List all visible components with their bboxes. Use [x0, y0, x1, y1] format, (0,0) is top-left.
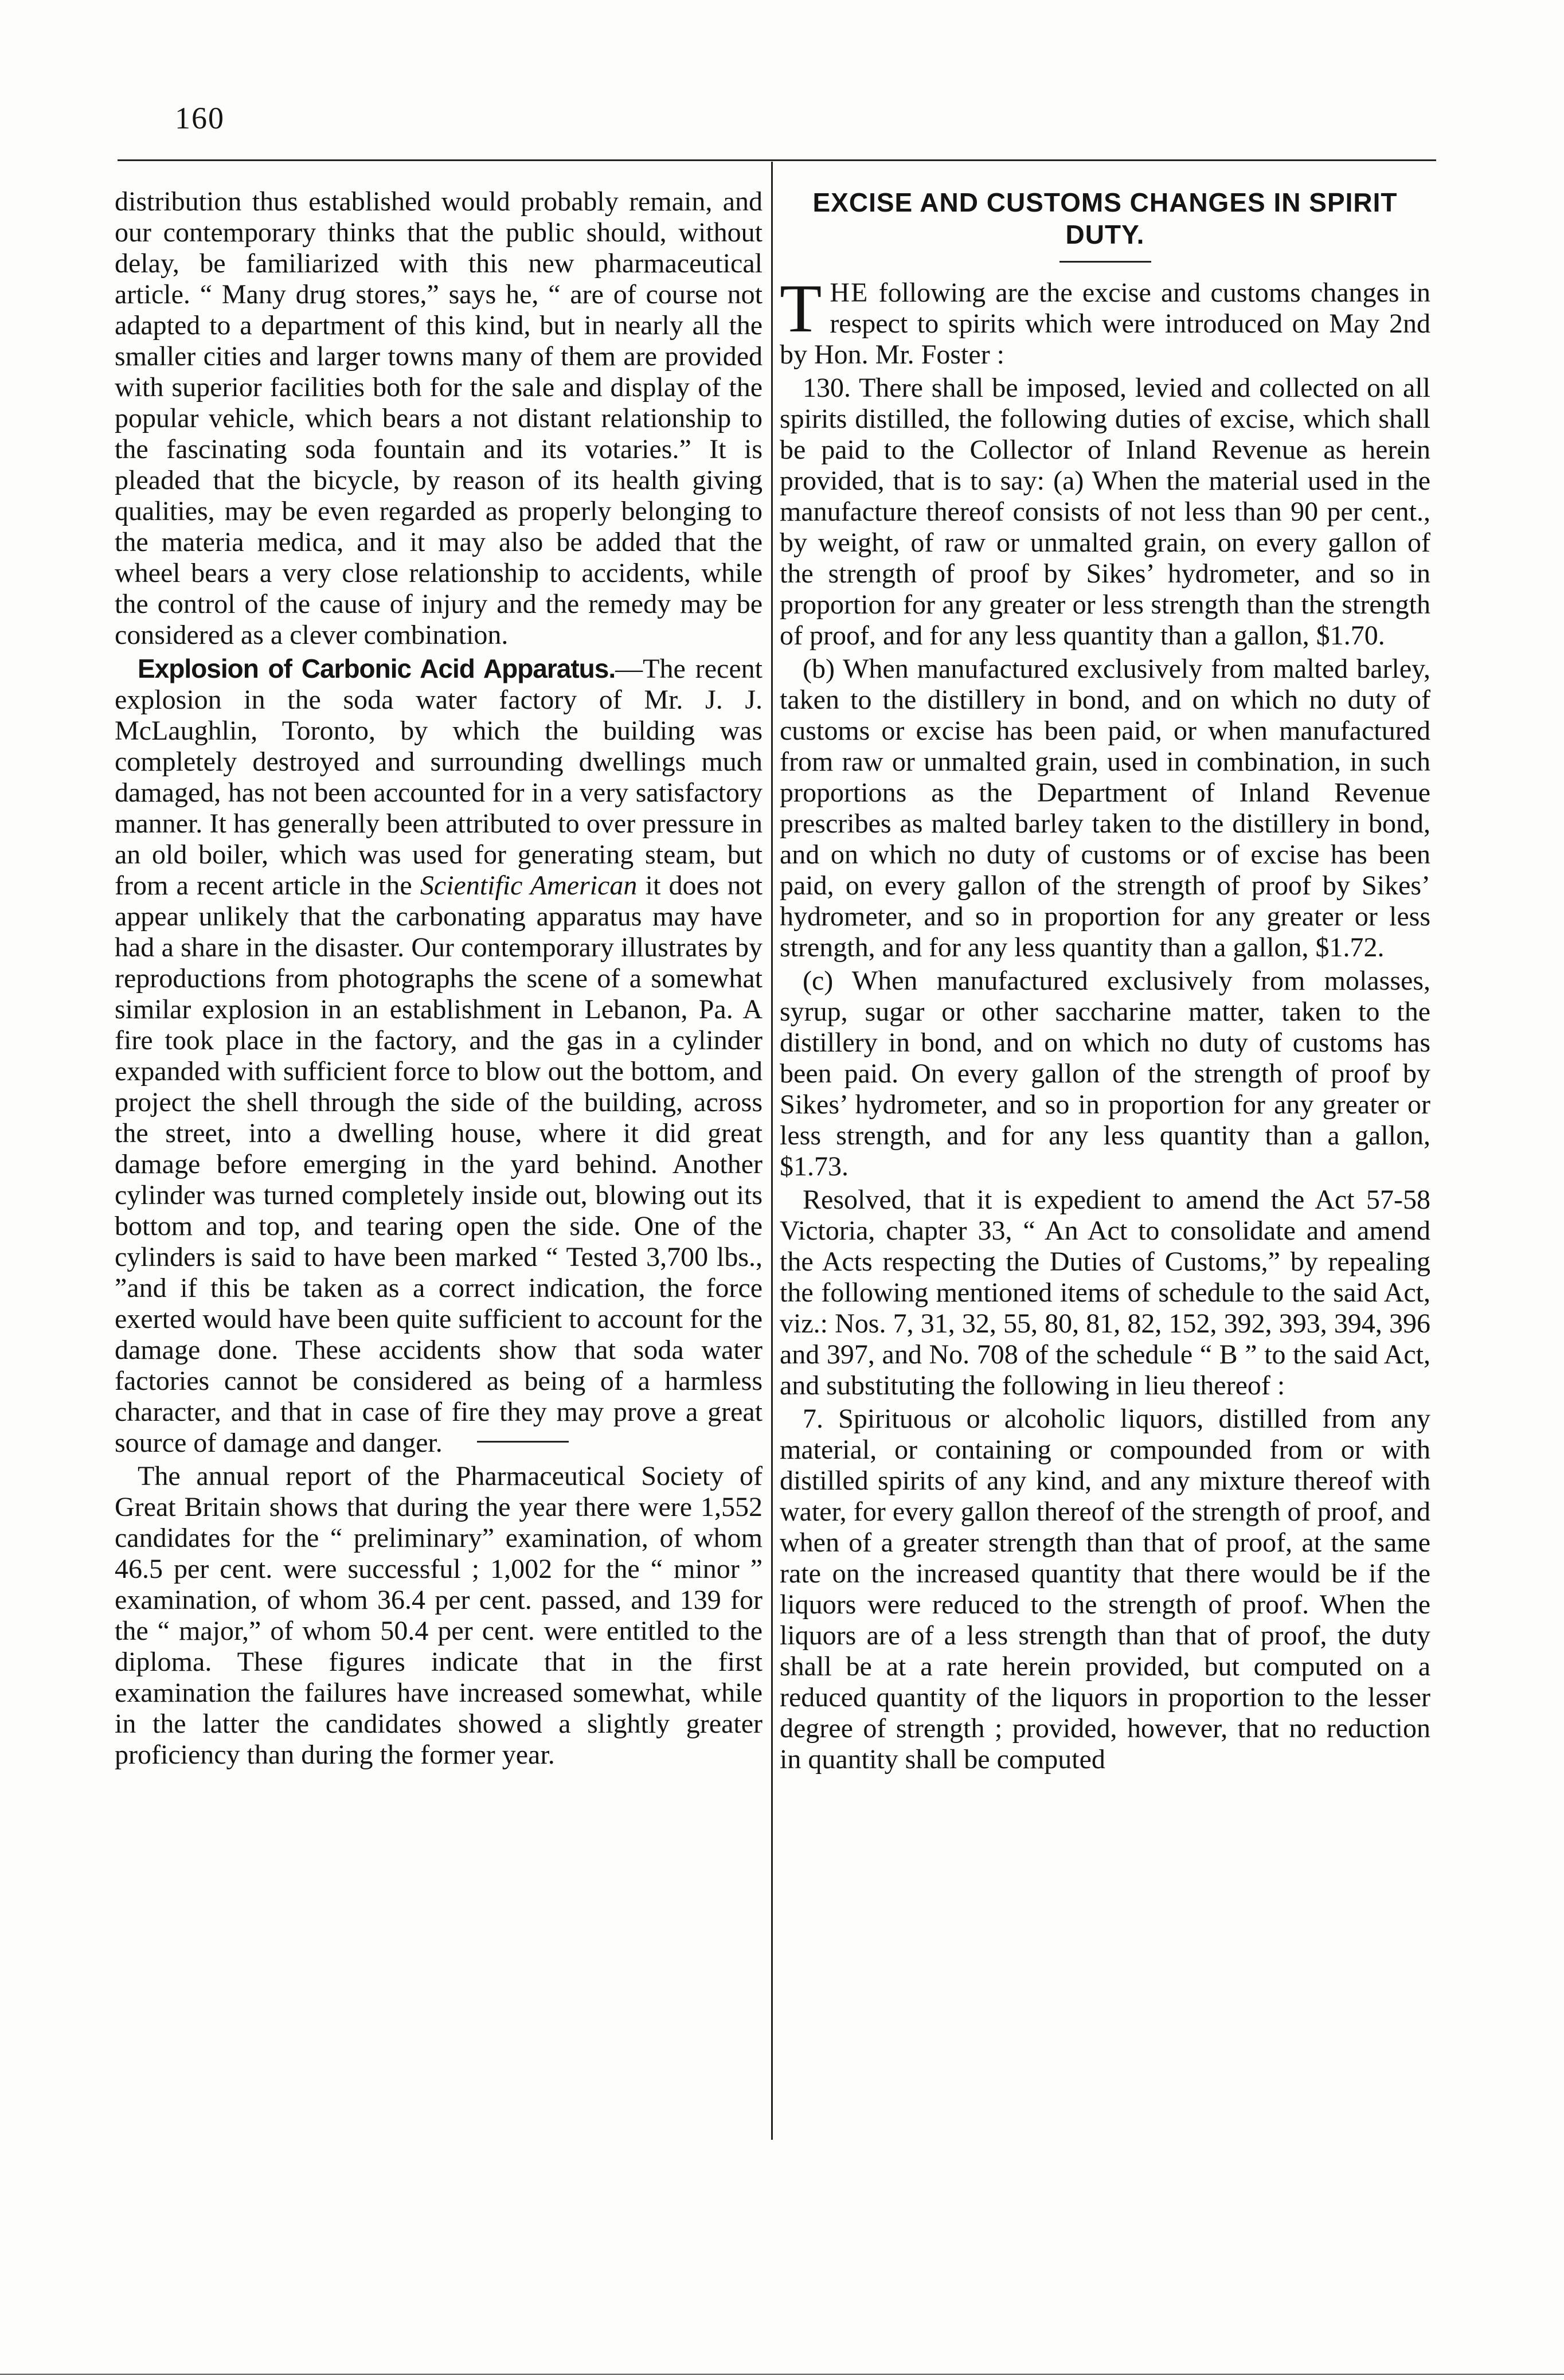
resolved-paragraph: Resolved, that it is expedient to amend the Act 57-58 Victoria, chapter 33, “ An Act to consolidate and amend the Acts respecting the Duties of Customs,” by repealing the following mentioned items of schedule to the said Act, viz.: Nos. 7, 31, 32, 55, 80, 81, 82, 152, 392, 393, 394, 396 and 397, and No. 708 of the schedule “ B ” to the said Act, and substituting the following in lieu thereof :: [780, 1185, 1430, 1401]
explosion-text: —The recent explosion in the soda water factory of Mr. J. J. McLaughlin, Toronto, by which the building was completely destroyed and surrounding dwellings much damaged, has not been accounted for in a very satisfactory manner. It has generally been attributed to over pressure in an old boiler, which was used for generating steam, but from a recent article in the: [115, 654, 763, 901]
left-column: [115, 186, 763, 1773]
title-rule: [1059, 261, 1151, 263]
page-number: 160: [175, 101, 225, 135]
article-title: EXCISE AND CUSTOMS CHANGES IN SPIRIT DUTY.: [812, 187, 1398, 249]
section-separator: [477, 1441, 569, 1443]
section-7: 7. Spirituous or alcoholic liquors, distilled from any material, or containing or compounded from or with distilled spirits of any kind, and any mixture thereof with water, for every gallon thereof of the strength of proof, and when of a greater strength than that of proof, at the same rate on the increased quantity that there would be if the liquors were reduced to the strength of proof. When the liquors are of a less strength than that of proof, the duty shall be at a rate herein provided, but computed on a reduced quantity of the liquors in proportion to the lesser degree of strength ; provided, however, that no reduction in quantity shall be computed: [780, 1404, 1430, 1775]
pharmaceutical-society-paragraph: The annual report of the Pharmaceutical Society of Great Britain shows that during the year there were 1,552 candidates for the “ preliminary” examination, of whom 46.5 per cent. were successful ; 1,002 for the “ minor ” examination, of whom 36.4 per cent. passed, and 139 for the “ major,” of whom 50.4 per cent. were entitled to the diploma. These figures indicate that in the first examination the failures have increased somewhat, while in the latter the candidates showed a slightly greater proficiency than during the former year.: [115, 1461, 763, 1770]
intro-caps: HE: [830, 278, 869, 308]
section-c: (c) When manufactured exclusively from molasses, syrup, sugar or other saccharine matter, taken to the distillery in bond, and on which no duty of customs has been paid. On every gallon of the strength of proof by Sikes’ hydrometer, and so in proportion for any greater or less strength, and for any less quantity than a gallon, $1.73.: [780, 966, 1430, 1182]
intro-text: following are the excise and customs changes in respect to spirits which were introduced on May 2nd by Hon. Mr. Foster :: [780, 278, 1430, 370]
footer-rule: [0, 2374, 1564, 2375]
explosion-text-continued: it does not appear unlikely that the carbonating apparatus may have had a share in the disaster. Our contemporary illustrates by reproductions from photographs the scene of a somewhat similar explosion in an establishment in Lebanon, Pa. A fire took place in the factory, and the gas in a cylinder expanded with sufficient force to blow out the bottom, and project the shell through the side of the building, across the street, into a dwelling house, where it did great damage before emerging in the yard behind. Another cylinder was turned completely inside out, blowing out its bottom and top, and tearing open the side. One of the cylinders is said to have been marked “ Tested 3,700 lbs., ”and if this be taken as a correct indication, the force exerted would have been quite sufficient to account for the damage done. These accidents show that soda water factories cannot be considered as being of a harmless character, and that in case of fire they may prove a great source of damage and danger.: [115, 870, 763, 1458]
column-divider: [771, 162, 773, 2140]
intro-paragraph: [780, 270, 1430, 370]
drop-cap: T: [780, 270, 822, 346]
header-rule: [118, 159, 1436, 161]
right-column: [780, 186, 1430, 1777]
explosion-source: Scientific American: [420, 870, 638, 901]
explosion-heading: Explosion of Carbonic Acid Apparatus.: [138, 654, 616, 683]
section-130: 130. There shall be imposed, levied and collected on all spirits distilled, the following duties of excise, which shall be paid to the Collector of Inland Revenue as herein provided, that is to say: (a) When the material used in the manufacture thereof consists of not less than 90 per cent., by weight, of raw or unmalted grain, on every gallon of the strength of proof by Sikes’ hydrometer, and so in proportion for any greater or less strength than the strength of proof, and for any less quantity than a gallon, $1.70.: [780, 373, 1430, 651]
bicycle-paragraph: distribution thus established would probably remain, and our contemporary thinks that the public should, without delay, be familiarized with this new pharmaceutical article. “ Many drug stores,” says he, “ are of course not adapted to a department of this kind, but in nearly all the smaller cities and larger towns many of them are provided with superior facilities both for the sale and display of the popular vehicle, which bears a not distant relationship to the fascinating soda fountain and its votaries.” It is pleaded that the bicycle, by reason of its health giving qualities, may be even regarded as properly belonging to the materia medica, and it may also be added that the wheel bears a very close relationship to accidents, while the control of the cause of injury and the remedy may be considered as a clever combination.: [115, 186, 763, 650]
section-b: (b) When manufactured exclusively from malted barley, taken to the distillery in bond, and on which no duty of customs or excise has been paid, or when manufactured from raw or unmalted grain, used in combination, in such proportions as the Department of Inland Revenue prescribes as malted barley taken to the distillery in bond, and on which no duty of customs or of excise has been paid, on every gallon of the strength of proof by Sikes’ hydrometer, and so in proportion for any greater or less strength, and for any less quantity than a gallon, $1.72.: [780, 654, 1430, 963]
explosion-paragraph: [115, 653, 763, 1459]
